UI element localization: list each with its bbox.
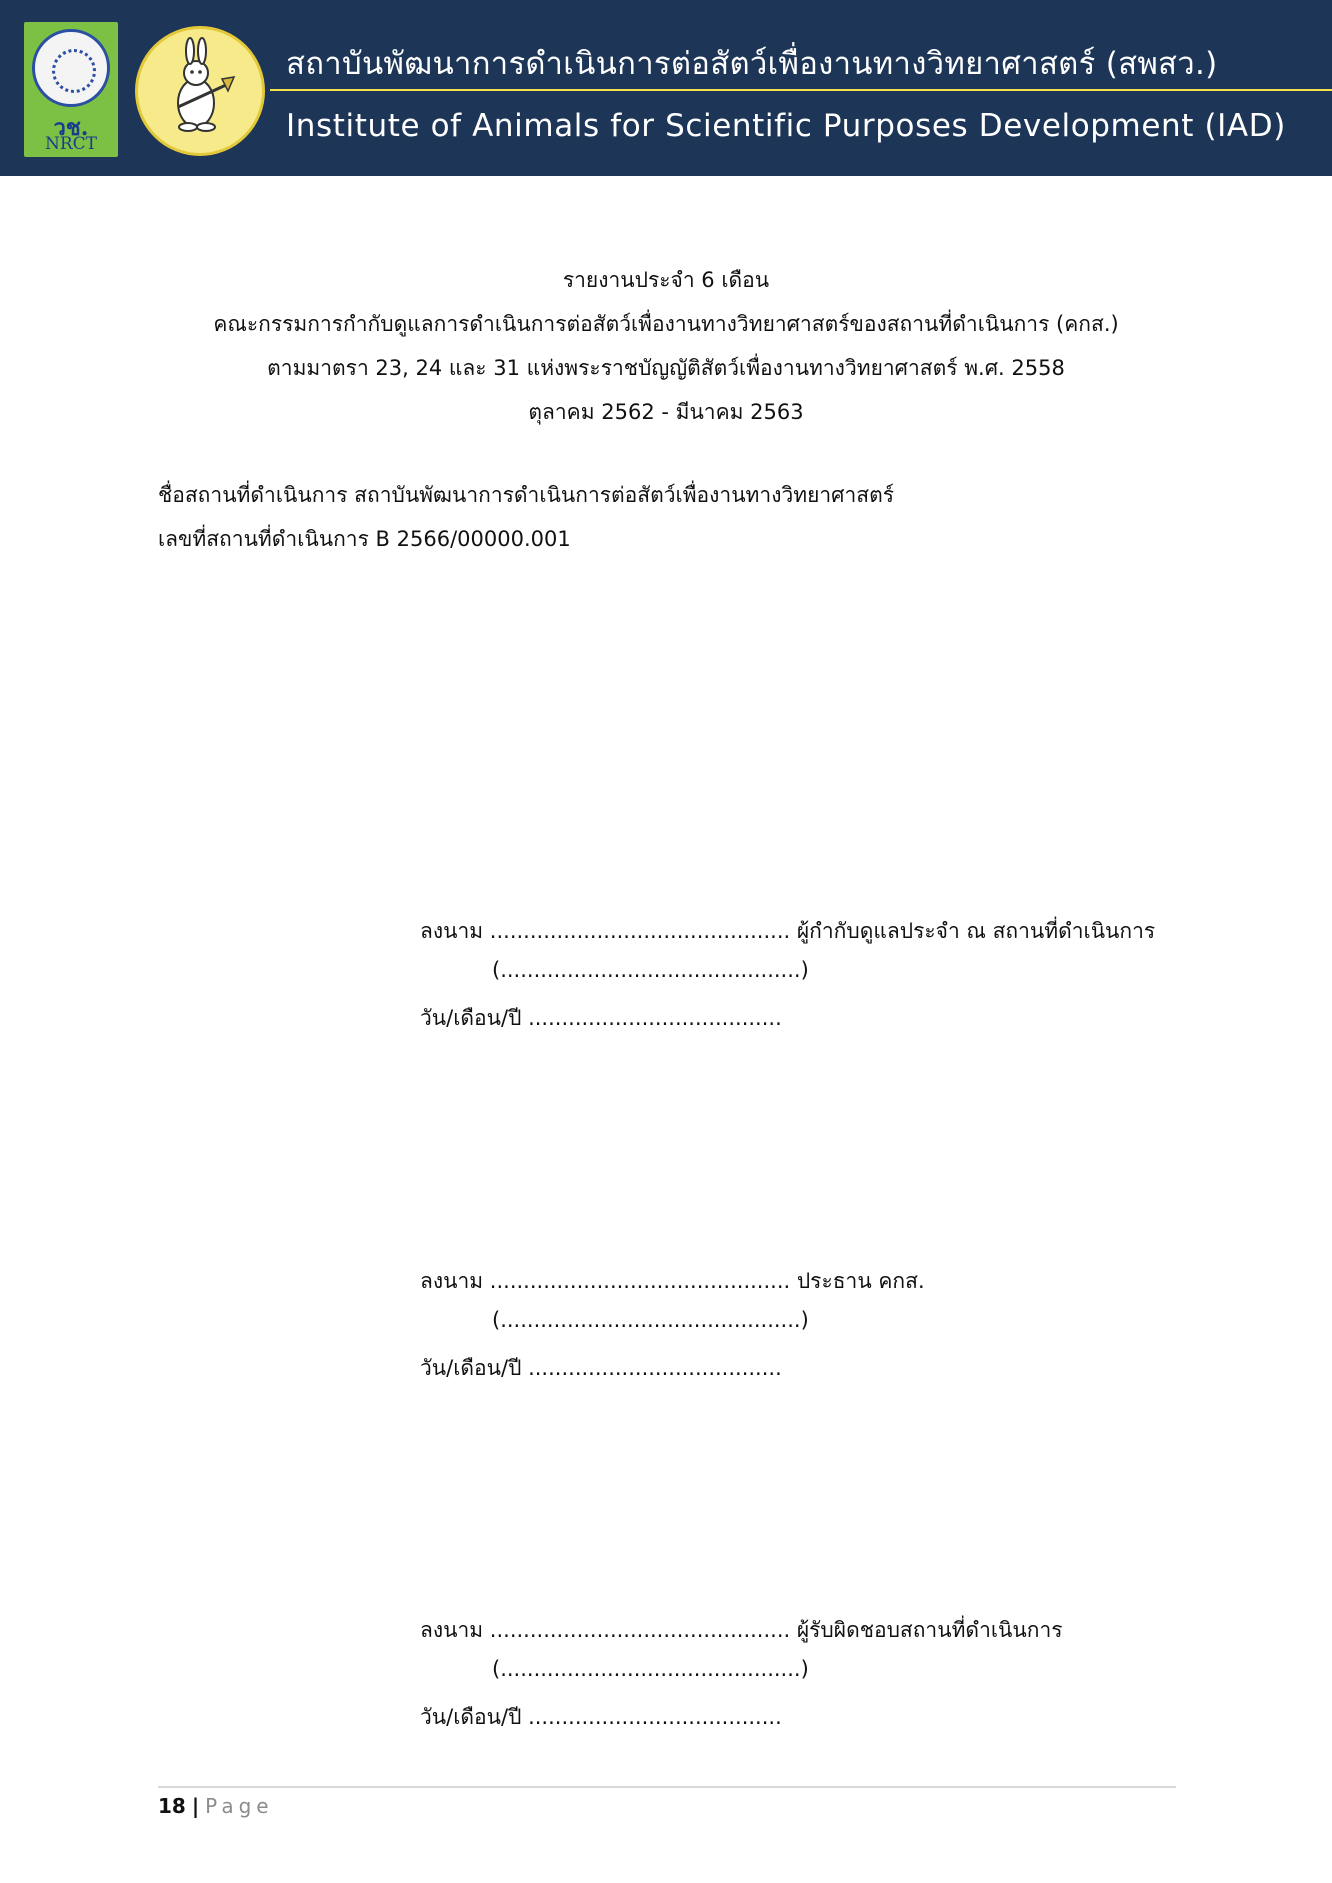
- institute-title-thai: สถาบันพัฒนาการดำเนินการต่อสัตว์เพื่องานทางวิทยาศาสตร์ (สพสว.): [286, 46, 1218, 82]
- iad-logo: [135, 26, 265, 156]
- facility-name: ชื่อสถานที่ดำเนินการ สถาบันพัฒนาการดำเนินการต่อสัตว์เพื่องานทางวิทยาศาสตร์: [158, 483, 895, 507]
- legal-reference: ตามมาตรา 23, 24 และ 31 แห่งพระราชบัญญัติสัตว์เพื่องานทางวิทยาศาสตร์ พ.ศ. 2558: [267, 356, 1065, 380]
- report-title-block: [120, 258, 1212, 434]
- institute-title-english: Institute of Animals for Scientific Purposes Development (IAD): [286, 108, 1286, 144]
- signature-line: ลงนาม ............................................. ประธาน คกส.: [420, 1269, 925, 1293]
- page-label: Page: [205, 1794, 274, 1818]
- committee-name: คณะกรรมการกำกับดูแลการดำเนินการต่อสัตว์เพื่องานทางวิทยาศาสตร์ของสถานที่ดำเนินการ (คกส.): [213, 312, 1119, 336]
- nrct-seal-icon: [32, 29, 110, 107]
- rabbit-icon: [138, 29, 262, 153]
- footer-separator: |: [191, 1794, 200, 1818]
- page-number: 18: [158, 1794, 186, 1818]
- nrct-logo-thai-text: วช.: [53, 115, 89, 141]
- signature-line: ลงนาม ............................................. ผู้รับผิดชอบสถานที่ดำเนินการ: [420, 1618, 1063, 1642]
- signer-name-line: (.............................................): [492, 1308, 809, 1332]
- facility-info: [158, 473, 894, 561]
- signer-name-line: (.............................................): [492, 958, 809, 982]
- report-title: รายงานประจำ 6 เดือน: [562, 268, 770, 292]
- signature-date-line: วัน/เดือน/ปี ......................................: [420, 1356, 782, 1380]
- signature-date-line: วัน/เดือน/ปี ......................................: [420, 1006, 782, 1030]
- header-divider: [270, 89, 1332, 91]
- nrct-logo: [24, 22, 118, 157]
- nrct-logo-english-text: NRCT: [44, 134, 98, 154]
- signer-name-line: (.............................................): [492, 1657, 809, 1681]
- signature-line: ลงนาม ............................................. ผู้กำกับดูแลประจำ ณ สถานที่ดำเนินการ: [420, 919, 1156, 943]
- facility-number: เลขที่สถานที่ดำเนินการ B 2566/00000.001: [158, 527, 571, 551]
- report-period: ตุลาคม 2562 - มีนาคม 2563: [528, 400, 804, 424]
- footer-divider: [158, 1786, 1176, 1788]
- signature-date-line: วัน/เดือน/ปี ......................................: [420, 1705, 782, 1729]
- page-header-band: [0, 0, 1332, 176]
- page-footer: [158, 1794, 274, 1818]
